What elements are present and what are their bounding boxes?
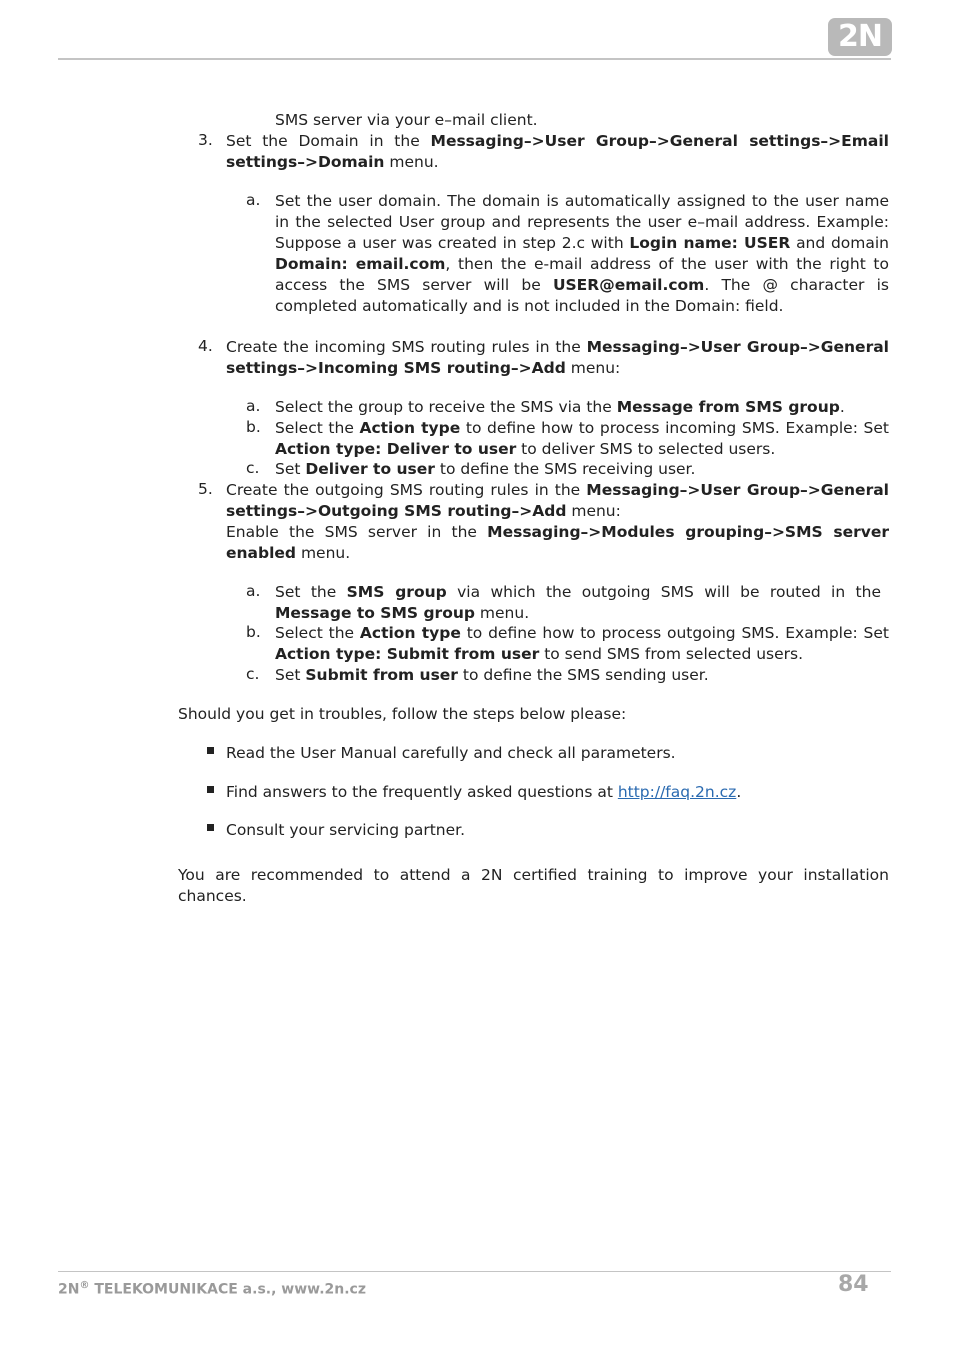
bullet-icon bbox=[207, 747, 214, 754]
bullet-item: Consult your servicing partner. bbox=[226, 821, 466, 839]
step-5a-text: Set the SMS group via which the outgoing SMS will be routed in the Message to SMS group menu. bbox=[275, 583, 881, 622]
step-number: 5. bbox=[198, 480, 213, 498]
step-4b-text: Select the Action type to define how to process incoming SMS. Example: Set Action type: Deliver to user to deliver SMS to selected users. bbox=[275, 419, 889, 458]
bullet-item: Read the User Manual carefully and check all parameters. bbox=[226, 744, 676, 762]
bullet-icon bbox=[207, 824, 214, 831]
troubleshoot-intro: Should you get in troubles, follow the steps below please: bbox=[178, 705, 627, 723]
step-5b-text: Select the Action type to define how to process outgoing SMS. Example: Set Action type: Submit from user to send SMS from selected users. bbox=[275, 624, 889, 663]
substep-letter: c. bbox=[246, 665, 260, 683]
step-5-enable-text: Enable the SMS server in the Messaging–>Modules grouping–>SMS server enabled menu. bbox=[226, 523, 889, 562]
bullet-icon bbox=[207, 786, 214, 793]
training-note: You are recommended to attend a 2N certified training to improve your installation chances. bbox=[178, 866, 889, 905]
brand-logo: 2N bbox=[828, 18, 892, 56]
substep-letter: a. bbox=[246, 191, 261, 209]
substep-letter: c. bbox=[246, 459, 260, 477]
step-4c-text: Set Deliver to user to define the SMS receiving user. bbox=[275, 460, 696, 478]
step-3-text: Set the Domain in the Messaging–>User Group–>General settings–>Email settings–>Domain menu. bbox=[226, 132, 889, 171]
faq-link[interactable]: http://faq.2n.cz bbox=[617, 783, 737, 801]
continuation-line: SMS server via your e–mail client. bbox=[275, 111, 538, 129]
step-3a-text: Set the user domain. The domain is automatically assigned to the user name in the selected User group and represents the user e–mail address. Example: Suppose a user was created in step 2.c with Login name: USER and domain Domain: email.com, then the e-mail address of the user with the right to access the SMS server will be USER@email.com. The @ character is completed automatically and is not included in the Domain: field. bbox=[275, 192, 889, 315]
bullet-item: Find answers to the frequently asked questions at http://faq.2n.cz. bbox=[226, 783, 742, 801]
step-4-text: Create the incoming SMS routing rules in the Messaging–>User Group–>General settings–>Incoming SMS routing–>Add menu: bbox=[226, 338, 889, 377]
page-number: 84 bbox=[838, 1272, 869, 1297]
header-divider bbox=[58, 58, 891, 60]
footer-company: 2N® TELEKOMUNIKACE a.s., www.2n.cz bbox=[58, 1280, 366, 1298]
substep-letter: a. bbox=[246, 582, 261, 600]
step-4a-text: Select the group to receive the SMS via the Message from SMS group. bbox=[275, 398, 845, 416]
substep-letter: a. bbox=[246, 397, 261, 415]
substep-letter: b. bbox=[246, 623, 261, 641]
step-number: 3. bbox=[198, 131, 213, 149]
step-number: 4. bbox=[198, 337, 213, 355]
substep-letter: b. bbox=[246, 418, 261, 436]
step-5c-text: Set Submit from user to define the SMS sending user. bbox=[275, 666, 709, 684]
step-5-text: Create the outgoing SMS routing rules in the Messaging–>User Group–>General settings–>Outgoing SMS routing–>Add menu: bbox=[226, 481, 889, 520]
footer-divider bbox=[58, 1271, 891, 1272]
